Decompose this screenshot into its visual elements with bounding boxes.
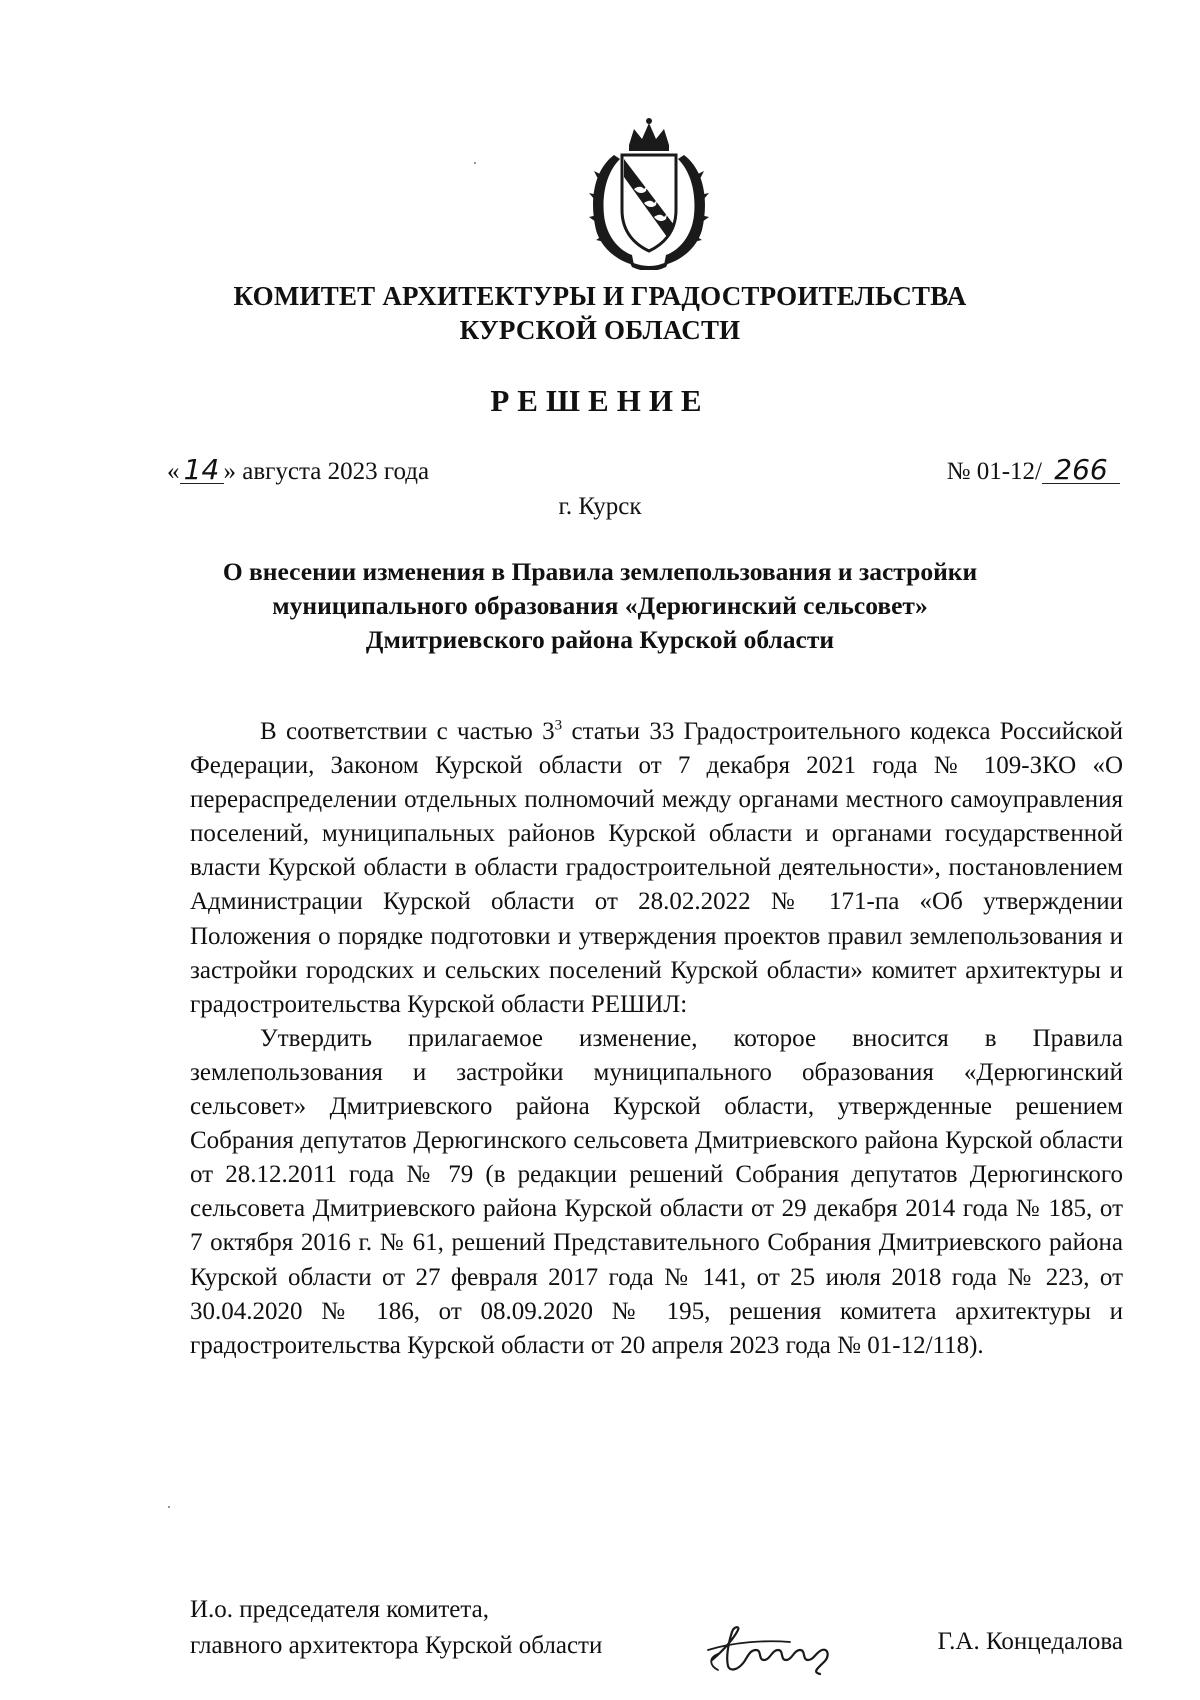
date-month-year: » августа 2023 года [223, 458, 430, 485]
signatory-position-line1: И.о. председателя комитета, [190, 1596, 489, 1623]
scan-artifact [168, 1506, 170, 1508]
document-type-title: РЕШЕНИЕ [490, 383, 710, 418]
date-open-quote: « [167, 458, 180, 485]
body-paragraph-2: Утвердить прилагаемое изменение, которое вносится в Правила землепользования и застройки муниципального образования «Дерюгинский сельсовет» Дмитриевского района Курской области, утвержденные решением Собрания депутатов Дерюгинского сельсовета Дмитриевского района Курской области от 28.12.2011 года № 79 (в редакции решений Собрания депутатов Дерюгинского сельсовета Дмитриевского района Курской области от 29 декабря 2014 года № 185, от 7 октября 2016 г. № 61, решений Представительного Собрания Дмитриевского района Курской области от 27 февраля 2017 года № 141, от 25 июля 2018 года № 223, от 30.04.2020 № 186, от 08.09.2020 № 195, решения комитета архитектуры и градостроительства Курской области от 20 апреля 2023 года № 01-12/118). [190, 1024, 1123, 1359]
subject-line1: О внесении изменения в Правила землепользования и застройки [222, 557, 978, 586]
decision-number [946, 453, 1120, 486]
decision-date [167, 453, 430, 486]
signer-name: Г.А. Концедалова [937, 1628, 1123, 1655]
decision-body [190, 715, 1123, 1363]
subject-line3: Дмитриевского района Курской области [365, 625, 835, 654]
body-paragraph-1 [190, 715, 1123, 1022]
decision-number-handwritten: 266 [1042, 457, 1120, 484]
handwritten-signature-icon [704, 1620, 854, 1680]
signatory-position [190, 1592, 602, 1664]
signatory-position-line2: главного архитектора Курской области [190, 1632, 603, 1659]
coat-of-arms-icon [574, 115, 724, 270]
body-p1-rest: статьи 33 Градостроительного кодекса Российской Федерации, Законом Курской области от 7 декабря 2021 года № 109-ЗКО «О перераспределении отдельных полномочий между органами местного самоуправления поселений, муниципальных районов Курской области и органами государственной власти Курской области в области градостроительной деятельности», постановлением Администрации Курской области от 28.02.2022 № 171-па «Об утверждении Положения о порядке подготовки и утверждения проектов правил землепользования и застройки городских и сельских поселений Курской области» комитет архитектуры и градостроительства Курской области РЕШИЛ: [190, 718, 1123, 1018]
decision-number-prefix: № 01-12/ [946, 458, 1042, 485]
scan-artifact [474, 162, 476, 164]
date-day-handwritten: 14 [180, 457, 224, 484]
body-p1-superscript: 3 [554, 717, 563, 734]
subject-line2: муниципального образования «Дерюгинский сельсовет» [272, 591, 928, 620]
committee-name-line1: КОМИТЕТ АРХИТЕКТУРЫ И ГРАДОСТРОИТЕЛЬСТВА [233, 281, 967, 311]
city-name: г. Курск [558, 493, 642, 520]
body-p1-start: В соответствии с частью 3 [260, 718, 555, 745]
committee-name-line2: КУРСКОЙ ОБЛАСТИ [459, 315, 741, 345]
